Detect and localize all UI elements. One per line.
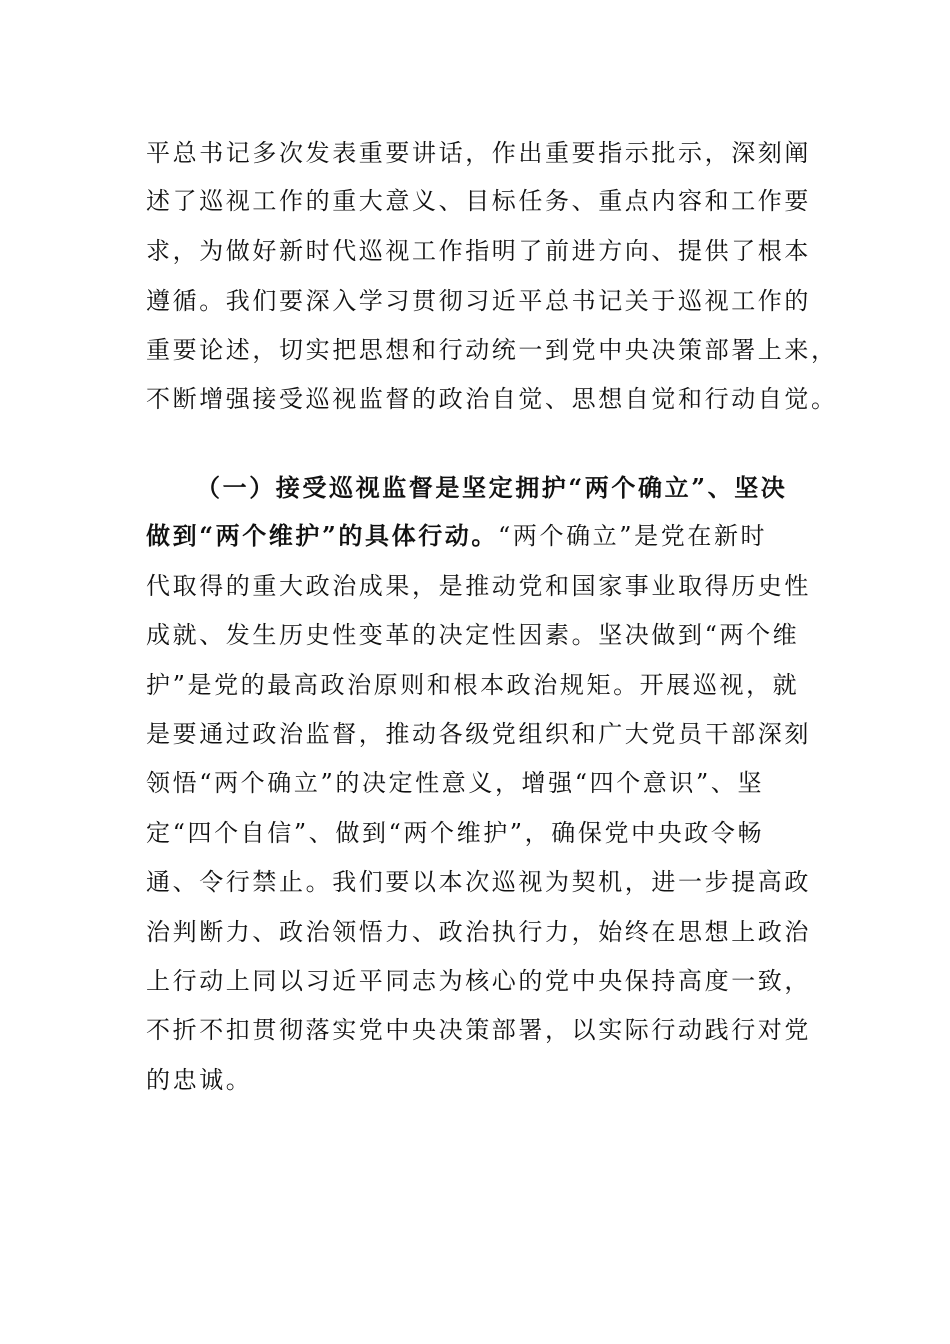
section-1-body-line-7: 通、令行禁止。我们要以本次巡视为契机，进一步提高政 [146,868,811,896]
section-1-body-line-1: 代取得的重大政治成果，是推动党和国家事业取得历史性 [146,572,811,600]
paragraph-1-line-2: 述了巡视工作的重大意义、目标任务、重点内容和工作要 [146,187,811,215]
section-1-body-line-2: 成就、发生历史性变革的决定性因素。坚决做到“两个维 [146,621,800,649]
paragraph-1-line-6: 不断增强接受巡视监督的政治自觉、思想自觉和行动自觉。 [146,385,838,413]
section-1-body-line-8: 治判断力、政治领悟力、政治执行力，始终在思想上政治 [146,918,811,946]
section-1-line-2 [146,511,806,561]
section-1-body-line-10: 不折不扣贯彻落实党中央决策部署，以实际行动践行对党 [146,1016,811,1044]
section-1-body-line-3: 护”是党的最高政治原则和根本政治规矩。开展巡视，就 [146,671,800,699]
section-1-body-line-5: 领悟“两个确立”的决定性意义，增强“四个意识”、坚 [146,769,765,797]
section-1-body-line-11: 的忠诚。 [146,1066,253,1094]
paragraph-1-line-3: 求，为做好新时代巡视工作指明了前进方向、提供了根本 [146,237,811,265]
section-1-heading-line-1: （一）接受巡视监督是坚定拥护“两个确立”、坚决 [196,473,788,502]
section-1-heading-line-2: 做到“两个维护”的具体行动。 [146,521,499,550]
section-1-body-line-4: 是要通过政治监督，推动各级党组织和广大党员干部深刻 [146,720,811,748]
paragraph-1-line-5: 重要论述，切实把思想和行动统一到党中央决策部署上来， [146,336,838,364]
section-1-body-line-6: 定“四个自信”、做到“两个维护”，确保党中央政令畅 [146,819,765,847]
section-1-body-line-9: 上行动上同以习近平同志为核心的党中央保持高度一致， [146,967,811,995]
paragraph-1-line-4: 遵循。我们要深入学习贯彻习近平总书记关于巡视工作的 [146,287,811,315]
section-1-line-2-rest: “两个确立”是党在新时 [498,522,768,550]
paragraph-1-line-1: 平总书记多次发表重要讲话，作出重要指示批示，深刻阐 [146,139,811,167]
